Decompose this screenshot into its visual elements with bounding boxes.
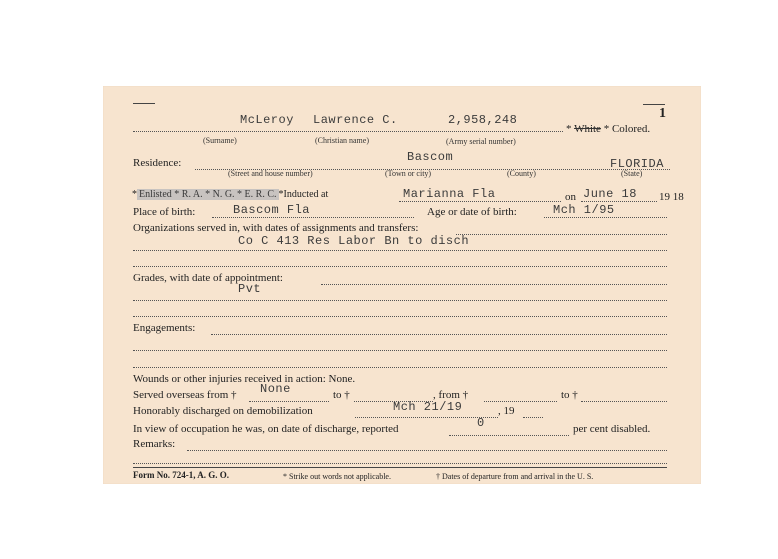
- engagements-line-2: [133, 350, 667, 351]
- organizations-line-3: [133, 266, 667, 267]
- from-label: , from †: [433, 389, 469, 401]
- enlisted-label: Enlisted * R. A. * N. G. * E. R. C.: [139, 189, 277, 200]
- remarks-line-1: [187, 450, 667, 451]
- organizations-line-1: [456, 234, 667, 235]
- serial-caption: (Army serial number): [446, 137, 516, 146]
- on-label: on: [565, 191, 576, 203]
- organizations-line-2: [133, 250, 667, 251]
- street-caption: (Street and house number): [228, 169, 313, 178]
- remarks-line-2: [133, 463, 667, 464]
- wounds-label: Wounds or other injuries received in action: None.: [133, 373, 356, 385]
- card-number: 1: [659, 106, 666, 121]
- discharged-date-value: Mch 21/19: [393, 400, 463, 414]
- inducted-at-line: [399, 201, 561, 202]
- remarks-label: Remarks:: [133, 438, 176, 450]
- engagements-line-3: [133, 367, 667, 368]
- place-of-birth-line: [212, 217, 414, 218]
- race-field: * White * Colored.: [566, 123, 651, 135]
- return-from-line: [484, 401, 557, 402]
- engagements-label: Engagements:: [133, 322, 196, 334]
- white-label: White: [574, 123, 601, 135]
- place-of-birth-value: Bascom Fla: [233, 203, 311, 217]
- grades-label: Grades, with date of appointment:: [133, 272, 283, 284]
- state-caption: (State): [621, 169, 643, 178]
- grades-line-1: [321, 284, 667, 285]
- serial-number-value: 2,958,248: [448, 113, 518, 127]
- form-number: Form No. 724-1, A. G. O.: [133, 470, 229, 480]
- overseas-from-line: [249, 401, 329, 402]
- name-line: [133, 131, 563, 132]
- percent-disabled-value: 0: [477, 416, 485, 430]
- colored-label: * Colored.: [603, 123, 651, 135]
- percent-line: [449, 435, 569, 436]
- age-label: Age or date of birth:: [427, 206, 517, 218]
- christian-name-value: Lawrence C.: [313, 113, 398, 127]
- surname-value: McLeroy: [240, 113, 294, 127]
- inducted-date-line: [581, 201, 657, 202]
- engagements-line-1: [211, 334, 667, 335]
- surname-caption: (Surname): [203, 136, 237, 145]
- grades-value: Pvt: [238, 282, 262, 296]
- to2-label: to †: [561, 389, 578, 401]
- organizations-label: Organizations served in, with dates of assignments and transfers:: [133, 222, 419, 234]
- inducted-year-value: 19 18: [659, 191, 684, 203]
- occupation-label: In view of occupation he was, on date of discharge, reported: [133, 423, 399, 435]
- return-to-line: [581, 401, 667, 402]
- served-overseas-value: None: [260, 382, 291, 396]
- grades-line-2: [133, 300, 667, 301]
- footnote-dates: † Dates of departure from and arrival in the U. S.: [436, 472, 594, 481]
- service-record-card: [103, 86, 701, 484]
- footnote-strike-out: * Strike out words not applicable.: [283, 472, 391, 481]
- to-label: to †: [333, 389, 350, 401]
- inducted-label: *Inducted at: [278, 189, 329, 200]
- honorably-discharged-label: Honorably discharged on demobilization: [133, 405, 313, 417]
- town-caption: (Town or city): [385, 169, 432, 178]
- organizations-value: Co C 413 Res Labor Bn to disch: [238, 234, 470, 248]
- top-right-dash: [643, 104, 665, 105]
- date-of-birth-value: Mch 1/95: [553, 203, 615, 217]
- residence-label: Residence:: [133, 157, 182, 169]
- place-of-birth-label: Place of birth:: [133, 206, 196, 218]
- top-left-dash: [133, 103, 155, 104]
- inducted-date-value: June 18: [583, 187, 637, 201]
- residence-state-value: FLORIDA: [610, 157, 664, 171]
- footer-rule: [133, 467, 667, 468]
- served-overseas-label: Served overseas from †: [133, 389, 237, 401]
- inducted-at-value: Marianna Fla: [403, 187, 496, 201]
- christian-name-caption: (Christian name): [315, 136, 369, 145]
- percent-disabled-label: per cent disabled.: [573, 423, 651, 435]
- grades-line-3: [133, 316, 667, 317]
- enlisted-field: * Enlisted * R. A. * N. G. * E. R. C. *Inducted at: [132, 189, 329, 200]
- residence-town-value: Bascom: [407, 150, 454, 164]
- county-caption: (County): [507, 169, 536, 178]
- year-19-label: , 19: [498, 405, 515, 417]
- date-of-birth-line: [544, 217, 667, 218]
- year-line: [523, 417, 543, 418]
